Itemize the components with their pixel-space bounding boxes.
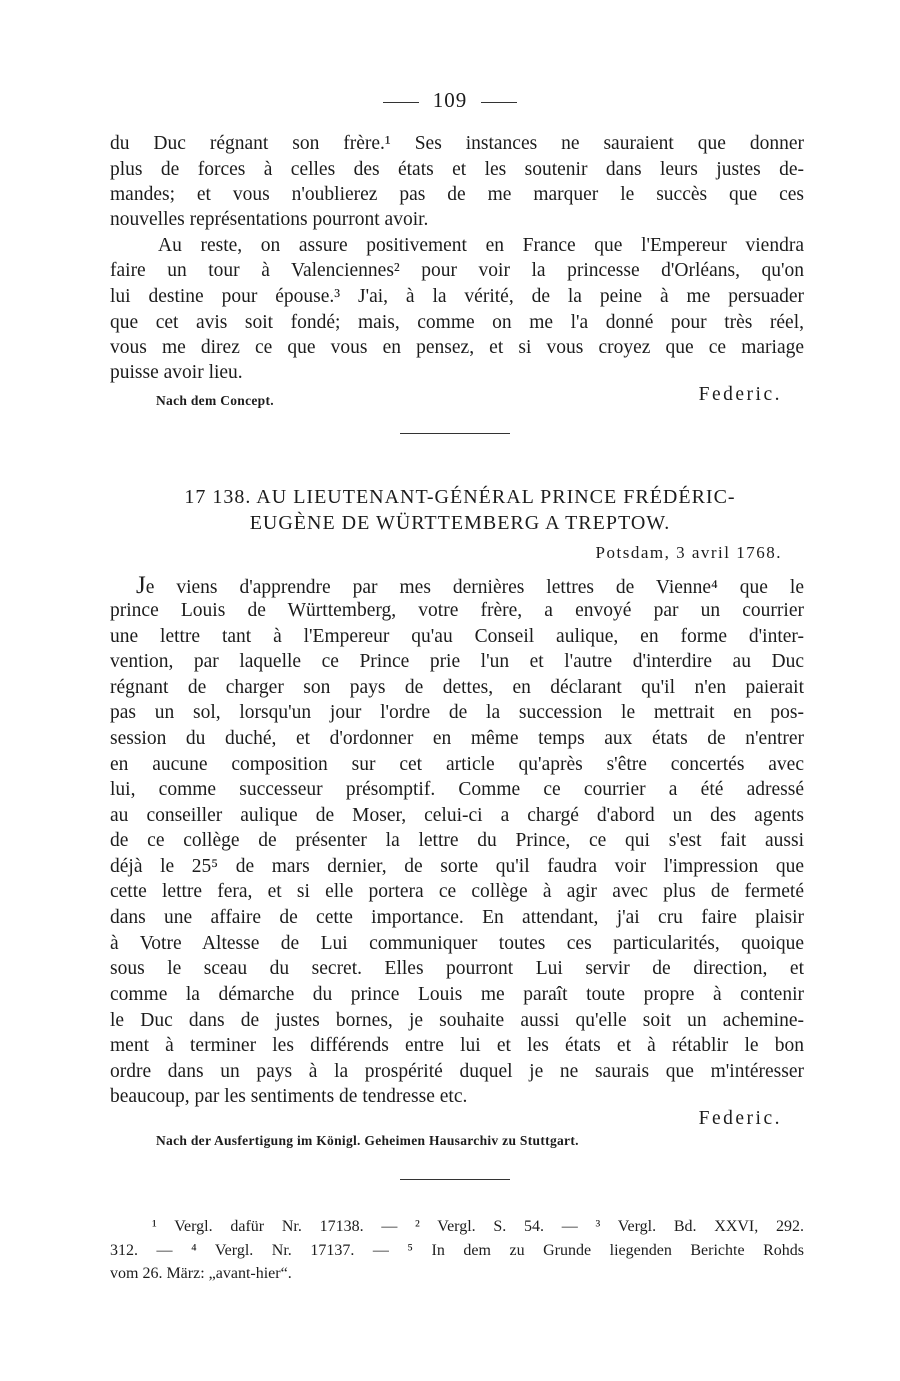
text-line: de ce collège de présenter la lettre du Prince, ce qui s'est fait aussi	[110, 830, 804, 851]
text-line: une lettre tant à l'Empereur qu'au Conseil aulique, en forme d'inter-	[110, 626, 804, 647]
text-line-first	[136, 573, 804, 601]
section-divider	[400, 433, 510, 434]
text-line: prince Louis de Württemberg, votre frère, a envoyé par un courrier	[110, 600, 804, 621]
text-line: pas un sol, lorsqu'un jour l'ordre de la succession le mettrait en pos-	[110, 702, 804, 723]
text-line: mandes; et vous n'oublierez pas de me marquer le succès que ces	[110, 184, 804, 205]
text-line: lui, comme successeur présomptif. Comme ce courrier a été adressé	[110, 779, 804, 800]
text-line: session du duché, et d'ordonner en même temps aux états de n'entrer	[110, 728, 804, 749]
text-line: au conseiller aulique de Moser, celui-ci a chargé d'abord un des agents	[110, 805, 804, 826]
text-line: ment à terminer les différends entre lui et les états et à rétablir le bon	[110, 1035, 804, 1056]
text-line: dans une affaire de cette importance. En attendant, j'ai cru faire plaisir	[110, 907, 804, 928]
text-line: Au reste, on assure positivement en France que l'Empereur viendra	[158, 235, 804, 256]
text-line: ordre dans un pays à la prospérité duquel je ne saurais que m'intéresser	[110, 1061, 804, 1082]
text-line: déjà le 25⁵ de mars dernier, de sorte qu'il faudra voir l'impression que	[110, 856, 804, 877]
footnote-line: 312. — ⁴ Vergl. Nr. 17137. — ⁵ In dem zu Grunde liegenden Berichte Rohds	[110, 1242, 804, 1259]
source-note: Nach dem Concept.	[156, 393, 274, 408]
page-header	[0, 88, 900, 113]
header-dash-right	[481, 102, 517, 103]
signature: Federic.	[698, 1108, 782, 1129]
text-line: puisse avoir lieu.	[110, 362, 243, 383]
text-line: à Votre Altesse de Lui communiquer toutes ces particularités, quoique	[110, 933, 804, 954]
text-line: que cet avis soit fondé; mais, comme on me l'a donné pour très réel,	[110, 312, 804, 333]
source-note: Nach der Ausfertigung im Königl. Geheimen Hausarchiv zu Stuttgart.	[156, 1133, 579, 1148]
text-line: sous le sceau du secret. Elles pourront Lui servir de direction, et	[110, 958, 804, 979]
drop-cap: J	[136, 572, 146, 599]
text-line: du Duc régnant son frère.¹ Ses instances ne sauraient que donner	[110, 133, 804, 154]
text-line: cette lettre fera, et si elle portera ce collège à agir avec plus de fermeté	[110, 881, 804, 902]
letter-title-line-2: EUGÈNE DE WÜRTTEMBERG A TREPTOW.	[249, 512, 671, 534]
text-line: vous me direz ce que vous en pensez, et si vous croyez que ce mariage	[110, 337, 804, 358]
footnote-line: vom 26. März: „avant-hier“.	[110, 1265, 292, 1282]
text-line: lui destine pour épouse.³ J'ai, à la vérité, de la peine à me persuader	[110, 286, 804, 307]
text-line: le Duc dans de justes bornes, je souhaite aussi qu'elle soit un achemine-	[110, 1010, 804, 1031]
text-line: en aucune composition sur cet article qu'après s'être concertés avec	[110, 754, 804, 775]
signature: Federic.	[698, 384, 782, 405]
text-line: faire un tour à Valenciennes² pour voir la princesse d'Orléans, qu'on	[110, 260, 804, 281]
first-line-text: e viens d'apprendre par mes dernières lettres de Vienne⁴ que le	[145, 577, 804, 598]
text-line: nouvelles représentations pourront avoir.	[110, 209, 429, 230]
page-number: 109	[432, 88, 468, 112]
header-dash-left	[383, 102, 419, 103]
text-line: vention, par laquelle ce Prince prie l'un et l'autre d'interdire au Duc	[110, 651, 804, 672]
text-line: régnant de charger son pays de dettes, en déclarant qu'il n'en paierait	[110, 677, 804, 698]
footnote-line: ¹ Vergl. dafür Nr. 17138. — ² Vergl. S. 54. — ³ Vergl. Bd. XXVI, 292.	[152, 1218, 804, 1235]
text-line: beaucoup, par les sentiments de tendresse etc.	[110, 1086, 468, 1107]
text-line: comme la démarche du prince Louis me paraît toute propre à contenir	[110, 984, 804, 1005]
text-line: plus de forces à celles des états et les soutenir dans leurs justes de-	[110, 159, 804, 180]
letter-title-line-1: 17 138. AU LIEUTENANT-GÉNÉRAL PRINCE FRÉDÉRIC-	[184, 486, 736, 508]
dateline: Potsdam, 3 avril 1768.	[595, 543, 782, 562]
footnote-divider	[400, 1179, 510, 1180]
